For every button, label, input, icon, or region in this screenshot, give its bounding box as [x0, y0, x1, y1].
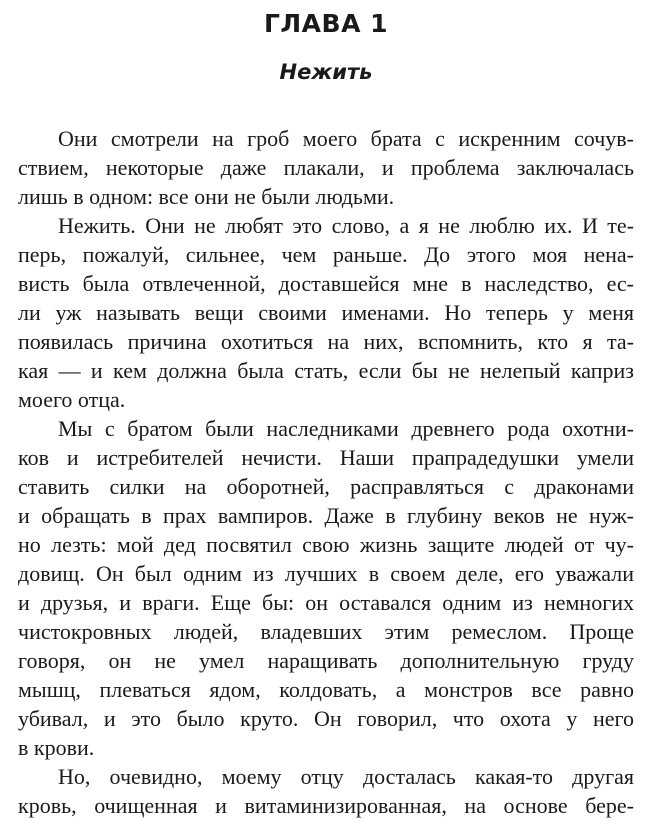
- text-line: говоря, он не умел наращивать дополнительную груду: [18, 648, 634, 673]
- text-line: появилась причина охотиться на них, вспомнить, кто я та-: [18, 329, 634, 354]
- text-line: чистокровных людей, владевших этим ремеслом. Проще: [18, 619, 634, 644]
- text-line: моего отца.: [18, 387, 126, 412]
- text-line: Они смотрели на гроб моего брата с искренним сочув-: [58, 126, 634, 151]
- text-line: Нежить. Они не любят это слово, а я не люблю их. И те-: [58, 213, 634, 238]
- chapter-heading: ГЛАВА 1: [263, 9, 389, 38]
- text-line: мышц, плеваться ядом, колдовать, а монстров все равно: [18, 677, 634, 702]
- text-line: и друзья, и враги. Еще бы: он оставался одним из немногих: [18, 590, 634, 615]
- text-line: и обращать в прах вампиров. Даже в глубину веков не нуж-: [18, 503, 634, 528]
- text-line: лишь в одном: все они не были людьми.: [18, 184, 395, 209]
- text-line: но лезть: мой дед посвятил свою жизнь защите людей от чу-: [18, 532, 634, 557]
- text-line: висть была отвлеченной, доставшейся мне в наследство, ес-: [18, 271, 634, 296]
- text-line: в крови.: [18, 735, 95, 760]
- text-line: перь, пожалуй, сильнее, чем раньше. До этого моя нена-: [18, 242, 634, 267]
- text-line: ствием, некоторые даже плакали, и проблема заключалась: [18, 155, 634, 180]
- text-line: ставить силки на оборотней, расправляться с драконами: [18, 474, 634, 499]
- text-line: Мы с братом были наследниками древнего рода охотни-: [58, 416, 634, 441]
- text-line: ков и истребителей нечисти. Наши прапрадедушки умели: [18, 445, 634, 470]
- text-line: довищ. Он был одним из лучших в своем деле, его уважали: [18, 561, 634, 586]
- text-line: Но, очевидно, моему отцу досталась какая-то другая: [58, 764, 634, 789]
- text-line: кровь, очищенная и витаминизированная, на основе бере-: [18, 793, 634, 818]
- text-line: ли уж называть вещи своими именами. Но теперь у меня: [18, 300, 634, 325]
- text-line: убивал, и это было круто. Он говорил, что охота у него: [18, 706, 634, 731]
- text-line: кая — и кем должна была стать, если бы не нелепый каприз: [18, 358, 634, 383]
- chapter-title: Нежить: [279, 60, 373, 84]
